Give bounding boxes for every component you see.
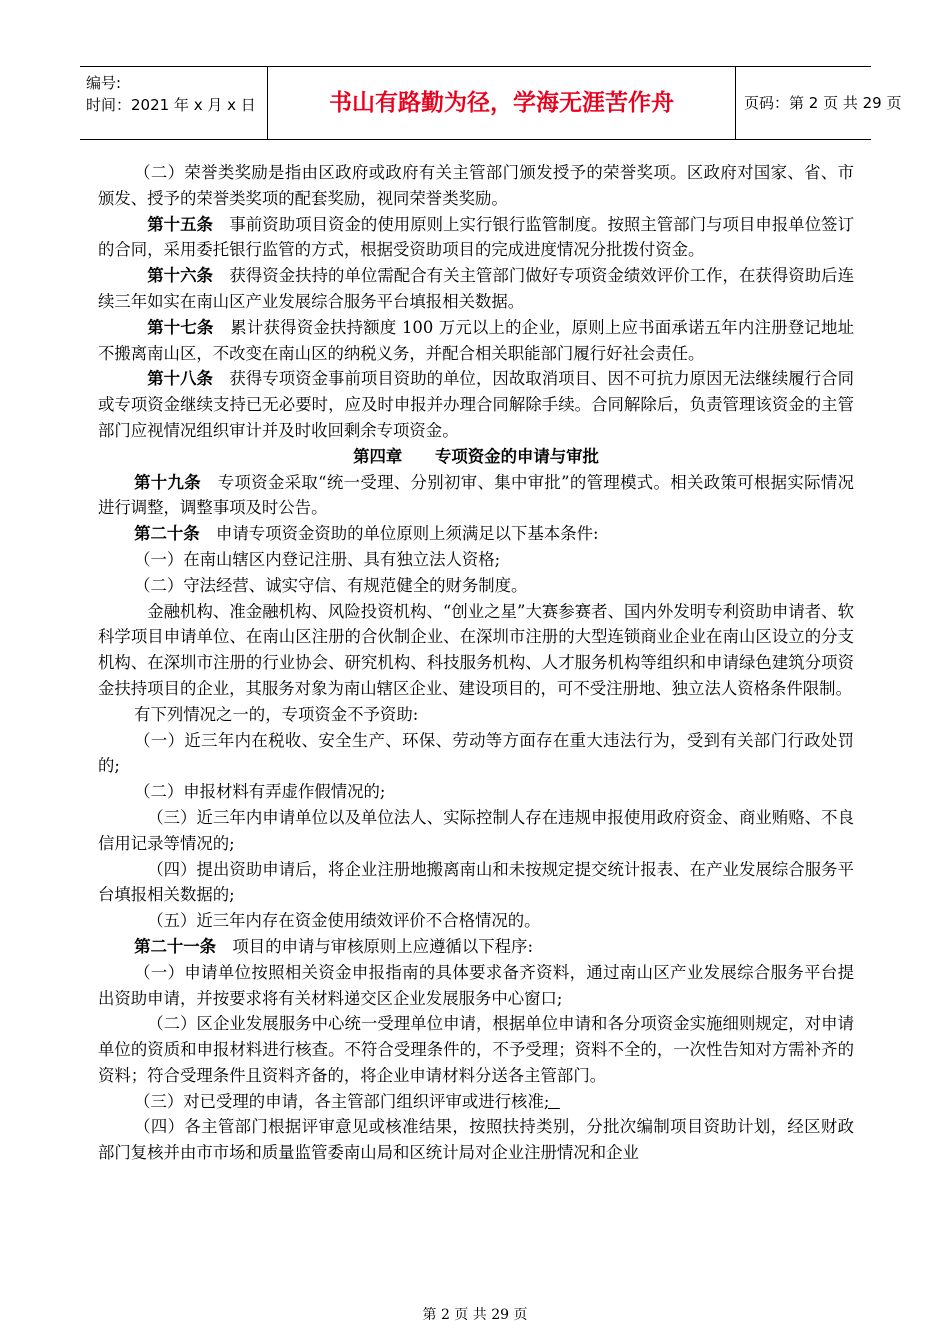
header-page-info: 页码：第 2 页 共 29 页	[744, 94, 902, 112]
paragraph-text: 累计获得资金扶持额度 100 万元以上的企业，原则上应书面承诺五年内注册登记地址不搬离南山区，不改变在南山区的纳税义务，并配合相关职能部门履行好社会责任。	[98, 317, 855, 363]
paragraph-text: 有下列情况之一的，专项资金不予资助:	[134, 704, 419, 724]
article-number: 第十七条	[147, 317, 214, 337]
article-number: 第十五条	[147, 214, 213, 234]
paragraph-text: 申请专项资金资助的单位原则上须满足以下基本条件:	[199, 524, 599, 544]
paragraph-text: （四）提出资助申请后，将企业注册地搬离南山和未按规定提交统计报表、在产业发展综合服务平台填报相关数据的;	[98, 859, 854, 905]
paragraph-text: 专项资金采取“统一受理、分别初审、集中审批”的管理模式。相关政策可根据实际情况进行调整，调整事项及时公告。	[98, 472, 854, 518]
header-motto: 书山有路勤为径，学海无涯苦作舟	[268, 67, 736, 139]
paragraph	[98, 960, 854, 1012]
paragraph-text: （一）近三年内在税收、安全生产、环保、劳动等方面存在重大违法行为，受到有关部门行政处罚的;	[98, 730, 854, 776]
paragraph-text: 金融机构、准金融机构、风险投资机构、“创业之星”大赛参赛者、国内外发明专利资助申请者、软科学项目申请单位、在南山区注册的合伙制企业、在深圳市注册的大型连锁商业企业在南山区设立的分支机构、在深圳市注册的行业协会、研究机构、科技服务机构、人才服务机构等组织和申请绿色建筑分项资金扶持项目的企业，其服务对象为南山辖区企业、建设项目的，可不受注册地、独立法人资格条件限制。	[98, 601, 854, 698]
paragraph-text: （二）申报材料有弄虚作假情况的;	[134, 782, 386, 802]
paragraph-text: （一）在南山辖区内登记注册、具有独立法人资格;	[134, 549, 501, 569]
number-label: 编号:	[86, 74, 122, 92]
article-paragraph	[98, 263, 854, 315]
page-header	[80, 66, 902, 140]
paragraph	[98, 908, 854, 934]
paragraph-text: 事前资助项目资金的使用原则上实行银行监管制度。按照主管部门与项目申报单位签订的合同，采用委托银行监管的方式，根据受资助项目的完成进度情况分批拨付资金。	[98, 214, 855, 260]
paragraph	[98, 573, 854, 599]
article-paragraph	[98, 212, 854, 264]
paragraph-text: （四）各主管部门根据评审意见或核准结果，按照扶持类别，分批次编制项目资助计划，经区财政部门复核并由市市场和质量监管委南山局和区统计局对企业注册情况和企业	[98, 1117, 854, 1163]
paragraph	[98, 857, 854, 909]
paragraph	[98, 805, 854, 857]
paragraph	[98, 728, 854, 780]
paragraph-text: 获得专项资金事前项目资助的单位，因故取消项目、因不可抗力原因无法继续履行合同或专项资金继续支持已无必要时，应及时申报并办理合同解除手续。合同解除后，负责管理该资金的主管部门应视情况组织审计并及时收回剩余专项资金。	[98, 369, 855, 440]
header-meta	[80, 67, 268, 139]
article-number: 第十九条	[134, 472, 202, 492]
paragraph-text: （三）近三年内申请单位以及单位法人、实际控制人存在违规申报使用政府资金、商业贿赂、不良信用记录等情况的;	[98, 807, 854, 853]
date-label: 时间：2021 年 x 月 x 日	[86, 96, 256, 114]
paragraph-text: （二）荣誉类奖励是指由区政府或政府有关主管部门颁发授予的荣誉奖项。区政府对国家、省、市颁发、授予的荣誉类奖项的配套奖励，视同荣誉类奖励。	[98, 163, 854, 208]
paragraph	[98, 1114, 854, 1166]
document-body	[98, 160, 854, 1166]
paragraph	[98, 547, 854, 573]
paragraph-text: 获得资金扶持的单位需配合有关主管部门做好专项资金绩效评价工作，在获得资助后连续三年如实在南山区产业发展综合服务平台填报相关数据。	[98, 266, 855, 311]
paragraph	[98, 599, 854, 702]
paragraph	[98, 779, 854, 805]
paragraph-text: （一）申请单位按照相关资金申报指南的具体要求备齐资料，通过南山区产业发展综合服务平台提出资助申请，并按要求将有关材料递交区企业发展服务中心窗口;	[98, 962, 854, 1008]
article-paragraph	[98, 366, 854, 443]
paragraph-text: 项目的申请与审核原则上应遵循以下程序:	[216, 936, 533, 956]
paragraph	[98, 1011, 854, 1088]
paragraph-text: （二）区企业发展服务中心统一受理单位申请，根据单位申请和各分项资金实施细则规定，对申请单位的资质和申报材料进行核查。不符合受理条件的，不予受理；资料不全的，一次性告知对方需补齐的资料；符合受理条件且资料齐备的，将企业申请材料分送各主管部门。	[98, 1014, 854, 1085]
paragraph-text: （五）近三年内存在资金使用绩效评价不合格情况的。	[147, 911, 541, 931]
article-paragraph	[98, 934, 854, 960]
underlined-punctuation: ;	[543, 1091, 560, 1111]
paragraph-text: （二）守法经营、诚实守信、有规范健全的财务制度。	[134, 575, 528, 595]
page-footer: 第 2 页 共 29 页	[422, 1307, 528, 1323]
paragraph-text: （三）对已受理的申请，各主管部门组织评审或进行核准	[134, 1091, 544, 1111]
article-number: 第二十一条	[134, 936, 217, 956]
article-paragraph	[98, 521, 854, 547]
article-number: 第二十条	[134, 524, 200, 544]
chapter-heading: 第四章 专项资金的申请与审批	[353, 446, 599, 466]
article-paragraph	[98, 470, 854, 522]
paragraph	[98, 702, 854, 728]
article-number: 第十六条	[147, 266, 213, 286]
paragraph	[98, 1089, 854, 1115]
article-number: 第十八条	[147, 369, 213, 389]
paragraph	[98, 160, 854, 212]
article-paragraph	[98, 315, 854, 367]
